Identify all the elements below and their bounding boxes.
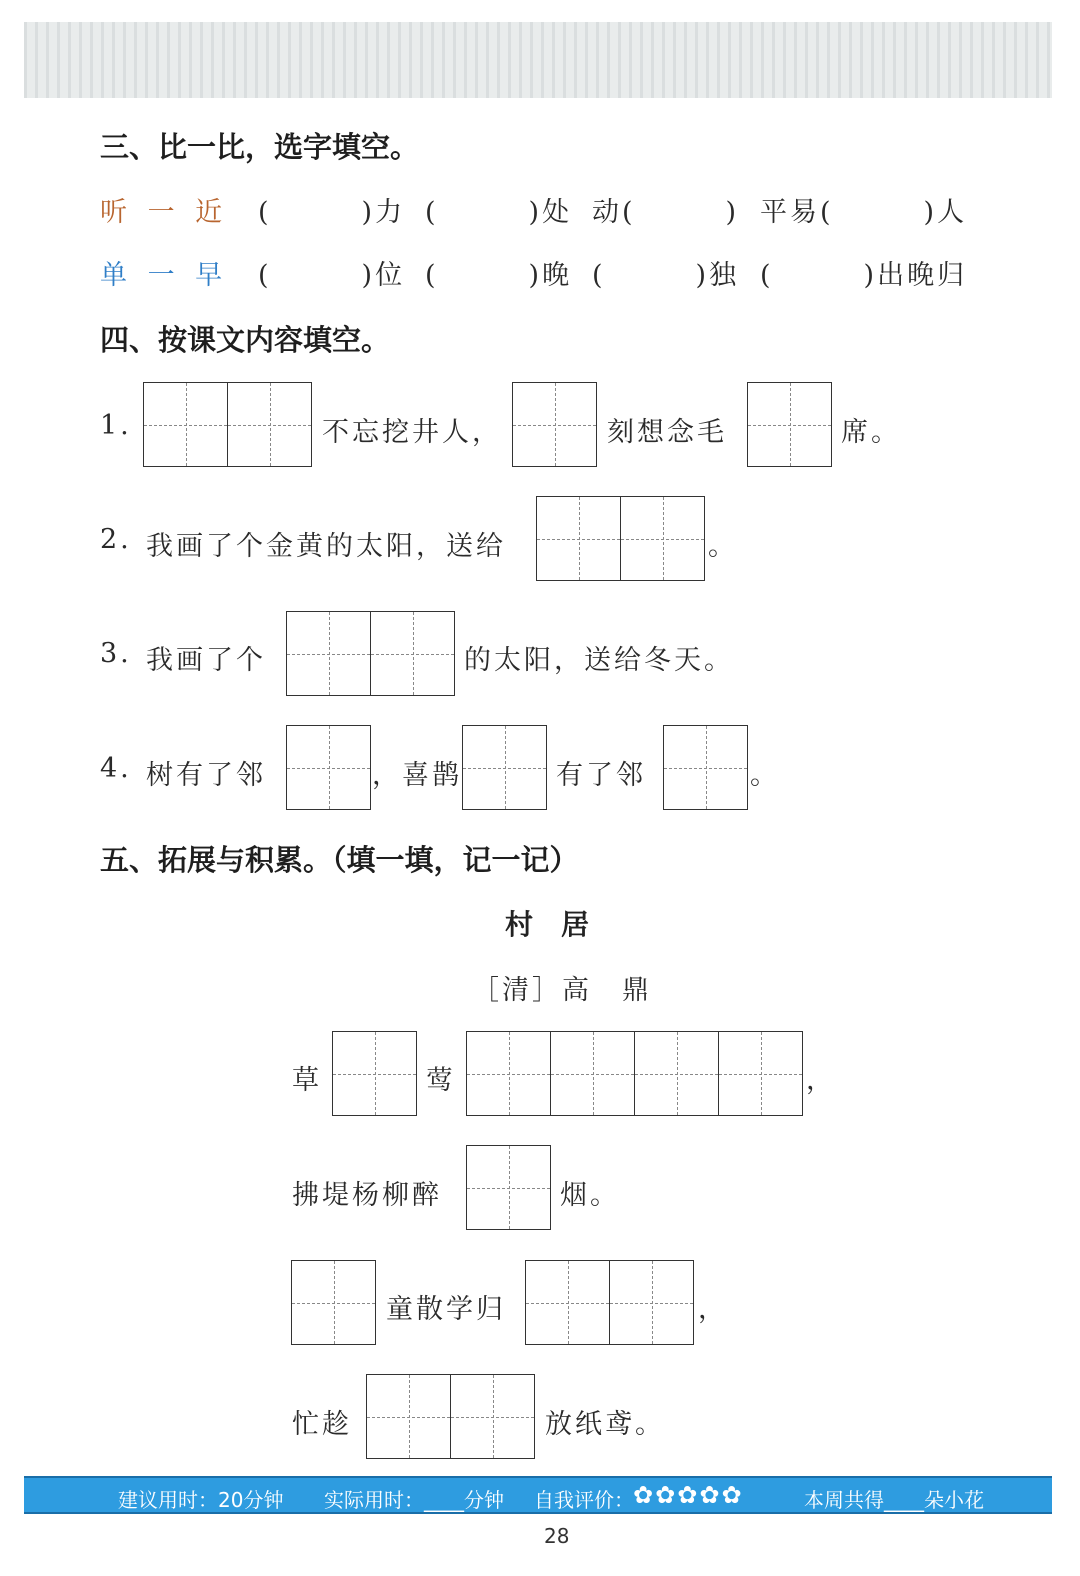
fill-item[interactable]: 平易( )人 [760,197,968,228]
tian-grid-box[interactable] [143,382,228,467]
grid-guide-horizontal [467,1074,550,1075]
grid-guide-horizontal [292,1303,375,1304]
question-text: 。 [750,760,780,791]
poem-text: 莺 [426,1065,456,1096]
tian-grid-box[interactable] [450,1374,535,1459]
tian-grid-box[interactable] [512,382,597,467]
fill-item[interactable]: ( )位 [258,260,406,291]
footer-bar [24,1476,1052,1514]
poem-text: ， [806,1065,836,1096]
tian-grid-box[interactable] [536,496,621,581]
tian-grid-box[interactable] [286,725,371,810]
poem-text: 烟。 [560,1180,620,1211]
question-text: 我画了个金黄的太阳，送给 [146,531,506,562]
section4-title: 四、按课文内容填空。 [100,323,391,357]
poem-text: 拂堤杨柳醉 [292,1180,442,1211]
grid-guide-horizontal [748,425,831,426]
tian-grid-box[interactable] [620,496,705,581]
question-text: ，喜鹊 [372,760,462,791]
top-decorative-band [24,22,1052,98]
grid-guide-horizontal [526,1303,609,1304]
tian-grid-box[interactable] [227,382,312,467]
page-number: 28 [544,1524,570,1548]
grid-guide-horizontal [551,1074,634,1075]
section3-title: 三、比一比，选字填空。 [100,130,420,164]
grid-guide-horizontal [367,1417,450,1418]
tian-grid-box[interactable] [525,1260,610,1345]
poem-text: 童散学归 [386,1294,506,1325]
tian-grid-box[interactable] [332,1031,417,1116]
question-text: 有了邻 [556,760,646,791]
tian-grid-box[interactable] [370,611,455,696]
question-text: 不忘挖井人， [322,417,502,448]
fill-item[interactable]: ( )力 [258,197,406,228]
tian-grid-box[interactable] [663,725,748,810]
flower-icon[interactable]: ✿ [721,1481,742,1509]
fill-item[interactable]: ( )独 [592,260,740,291]
grid-guide-horizontal [333,1074,416,1075]
grid-guide-horizontal [467,1188,550,1189]
self-eval-label: 自我评价： [534,1488,634,1512]
question-number: 2. [100,524,132,555]
question-text: 刻想念毛 [607,417,727,448]
question-text: 。 [708,531,738,562]
fill-item[interactable]: 动( ) [592,197,740,228]
grid-guide-horizontal [287,768,370,769]
section5-title: 五、拓展与积累。（填一填，记一记） [100,843,579,877]
fill-item[interactable]: ( )出晚归 [760,260,968,291]
poem-title: 村 居 [505,908,590,941]
question-text: 树有了邻 [146,760,266,791]
flower-icon[interactable]: ✿ [699,1481,720,1509]
tian-grid-box[interactable] [747,382,832,467]
question-number: 1. [100,410,132,441]
grid-guide-horizontal [463,768,546,769]
question-text: 席。 [841,417,901,448]
question-number: 3. [100,638,132,669]
tian-grid-box[interactable] [634,1031,719,1116]
tian-grid-box[interactable] [550,1031,635,1116]
poem-author: ［清］高 鼎 [472,975,652,1006]
weekly-flowers: 本周共得____朵小花 [804,1488,984,1512]
grid-guide-horizontal [513,425,596,426]
poem-text: 放纸鸢。 [545,1409,665,1440]
fill-item[interactable]: ( )处 [425,197,573,228]
grid-guide-horizontal [621,539,704,540]
tian-grid-box[interactable] [718,1031,803,1116]
flower-rating[interactable] [632,1481,743,1509]
poem-text: 草 [292,1065,322,1096]
grid-guide-horizontal [287,654,370,655]
grid-guide-horizontal [144,425,227,426]
poem-text: 忙趁 [292,1409,352,1440]
tian-grid-box[interactable] [286,611,371,696]
grid-guide-horizontal [635,1074,718,1075]
tian-grid-box[interactable] [609,1260,694,1345]
tian-grid-box[interactable] [366,1374,451,1459]
tian-grid-box[interactable] [291,1260,376,1345]
grid-guide-horizontal [610,1303,693,1304]
suggested-time: 建议用时：20分钟 [118,1488,284,1512]
grid-guide-horizontal [451,1417,534,1418]
grid-guide-horizontal [228,425,311,426]
char-pair-ting-jin: 听 一 近 [100,197,229,228]
tian-grid-box[interactable] [462,725,547,810]
flower-icon[interactable]: ✿ [633,1481,654,1509]
flower-icon[interactable]: ✿ [655,1481,676,1509]
grid-guide-horizontal [537,539,620,540]
fill-item[interactable]: ( )晚 [425,260,573,291]
flower-icon[interactable]: ✿ [677,1481,698,1509]
grid-guide-horizontal [719,1074,802,1075]
tian-grid-box[interactable] [466,1145,551,1230]
grid-guide-horizontal [371,654,454,655]
question-number: 4. [100,753,132,784]
question-text: 我画了个 [146,645,266,676]
question-text: 的太阳，送给冬天。 [464,645,734,676]
tian-grid-box[interactable] [466,1031,551,1116]
char-pair-dan-zao: 单 一 早 [100,260,229,291]
grid-guide-horizontal [664,768,747,769]
actual-time: 实际用时：____分钟 [324,1488,504,1512]
poem-text: ， [698,1294,728,1325]
